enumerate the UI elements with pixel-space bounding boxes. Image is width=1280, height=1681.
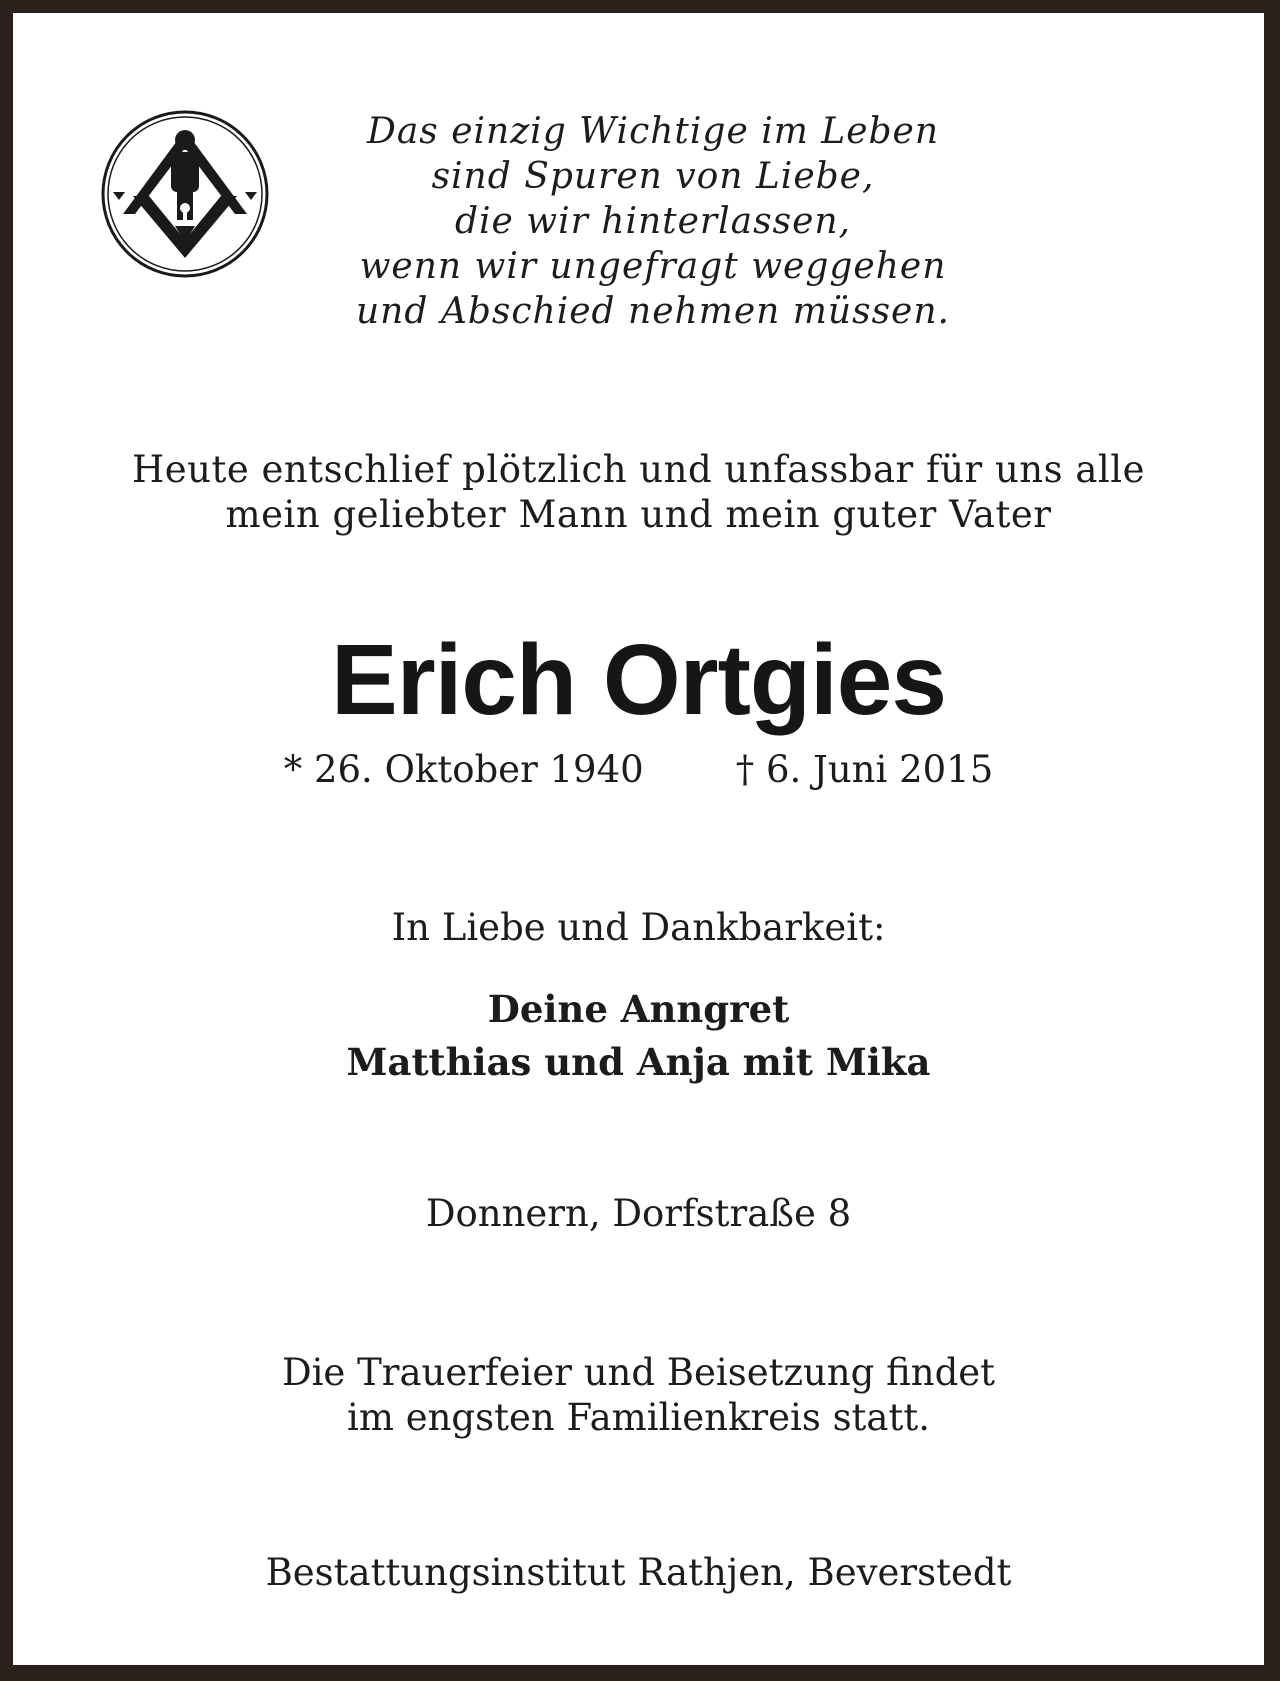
ceremony-line: Die Trauerfeier und Beisetzung findet [281,1351,996,1394]
mourner-name: Deine Anngret [487,987,790,1031]
masonic-emblem-icon [99,108,271,280]
birth-date: * 26. Oktober 1940 [283,748,644,791]
ceremony-line: im engsten Familienkreis statt. [347,1396,930,1439]
announcement-line: Heute entschlief plötzlich und unfassbar für uns alle [132,448,1145,491]
mourners-names [13,983,1264,1089]
life-dates [13,748,1264,792]
mourners-intro: In Liebe und Dankbarkeit: [391,906,886,949]
poem-quote [293,109,1013,334]
ceremony-info [13,1350,1264,1440]
announcement-line: mein geliebter Mann und mein guter Vater [225,493,1052,536]
poem-line: Das einzig Wichtige im Leben [366,111,940,152]
family-address: Donnern, Dorfstraße 8 [425,1192,852,1235]
poem-line: wenn wir ungefragt weggehen [359,246,947,287]
poem-line: und Abschied nehmen müssen. [356,291,950,332]
mourner-name: Matthias und Anja mit Mika [346,1040,931,1084]
poem-line: sind Spuren von Liebe, [431,156,875,197]
deceased-name: Erich Ortgies [331,624,946,736]
undertaker-name: Bestattungsinstitut Rathjen, Beverstedt [265,1551,1012,1594]
poem-line: die wir hinterlassen, [454,201,851,242]
death-date: † 6. Juni 2015 [735,748,994,791]
announcement-text [13,447,1264,537]
